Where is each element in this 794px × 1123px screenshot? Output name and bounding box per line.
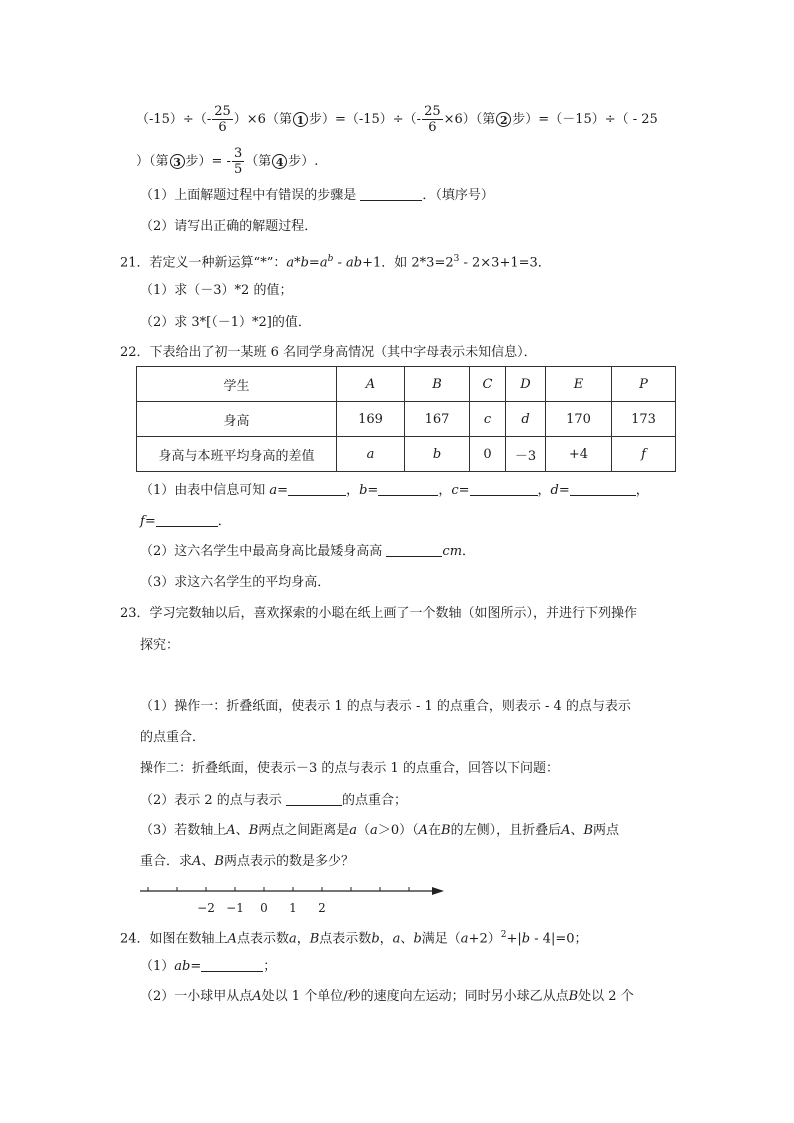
problem-23-q1: （1）操作一：折叠纸面，使表示 1 的点与表示 - 1 的点重合，则表示 - 4 的点与表示 [140,699,631,714]
problem-24-q1: （1）ab= ； [140,959,277,974]
problem-23-stem: 23．学习完数轴以后，喜欢探索的小聪在纸上画了一个数轴（如图所示），并进行下列操作 [120,606,638,621]
step-circle: 3 [170,154,185,169]
problem-23-op2: 操作二：折叠纸面，使表示－3 的点与表示 1 的点重合，回答以下问题： [140,761,559,776]
calc-text: 步）=（－15）÷（ - 25 [512,112,658,127]
problem-22-stem: 22．下表给出了初一某班 6 名同学身高情况（其中字母表示未知信息）． [120,345,537,360]
row-header: 身高 [137,402,337,437]
problem-21-q2: （2）求 3*[（－1）*2]的值． [140,315,311,330]
answer-blank[interactable] [386,542,442,557]
problem-24-q2: （2）一小球甲从点A处以 1 个单位/秒的速度向左运动；同时另小球乙从点B处以 2 个 [140,989,634,1004]
step-circle: 4 [272,154,287,169]
step-circle: 1 [293,112,308,127]
row-header: 学生 [137,367,337,402]
calc-text: 步）=（-15）÷（- [308,112,422,127]
table-cell: C [470,367,506,402]
axis-arrow-icon [432,887,444,895]
problem-24-stem: 24．如图在数轴上A点表示数a，B点表示数b，a、b满足$(a+2)^2+|b - 4|=0$； [120,930,588,947]
problem-22-q3: （3）求这六名学生的平均身高． [140,575,331,590]
answer-blank[interactable] [470,481,538,496]
problem-23-stem-cont: 探究： [140,638,180,653]
answer-blank[interactable] [156,512,218,527]
table-cell: 170 [546,402,612,437]
number-line [136,878,448,918]
answer-blank[interactable] [288,481,346,496]
problem-22-q1: （1）由表中信息可知 a= ，b= ，c= ，d= ， [140,483,649,498]
answer-blank[interactable] [360,186,422,201]
problem-23-q3: （3）若数轴上A、B两点之间距离是a（a＞0）（A在B的左侧），且折叠后A、B两点 [140,823,620,838]
table-cell: c [470,402,506,437]
table-row [137,402,676,437]
answer-blank[interactable] [201,957,263,972]
table-cell: f [612,437,676,472]
axis-label: 0 [260,901,268,915]
calc-text: ×6）（第 [443,112,496,127]
step-circle: 2 [496,112,511,127]
answer-blank[interactable] [570,481,636,496]
axis-label: 2 [318,901,326,915]
table-cell: 169 [337,402,405,437]
problem-23-q1-cont: 的点重合． [140,730,206,745]
fraction: $\frac{25}{6}$ [214,104,231,135]
calc-text: ）（第 [136,154,169,169]
problem-22-q1-cont: f= ． [140,514,231,529]
table-cell: b [405,437,470,472]
calc-q1: （1）上面解题过程中有错误的步骤是 ．（填序号） [140,188,494,203]
table-cell: E [546,367,612,402]
answer-blank[interactable] [286,791,342,806]
fraction: $\frac{3}{5}$ [233,146,243,177]
fraction: $\frac{25}{6}$ [424,104,441,135]
table-cell: d [506,402,546,437]
table-cell: P [612,367,676,402]
table-cell: +4 [546,437,612,472]
calc-q2: （2）请写出正确的解题过程． [140,219,318,234]
table-cell: 0 [470,437,506,472]
axis-label: −1 [226,901,244,915]
calc-text: 步）= - [185,154,231,169]
axis-label: −2 [197,901,215,915]
table-cell: －3 [506,437,546,472]
calc-text: （-15）÷（- [136,112,212,127]
table-cell: A [337,367,405,402]
table-row [137,367,676,402]
problem-23-q2: （2）表示 2 的点与表示 的点重合； [140,793,407,808]
table-cell: B [405,367,470,402]
problem-21-stem: 21．若定义一种新运算“*”：$a*b=a^b - ab+1$．如 $2*3=2^3 - 2\times 3+1=3$． [120,254,551,271]
calc-text: 步）. [288,154,319,169]
table-cell: 167 [405,402,470,437]
table-row [137,437,676,472]
calc-line-1 [136,104,658,135]
problem-22-q2: （2）这六名学生中最高身高比最矮身高高 cm． [140,544,476,559]
answer-blank[interactable] [378,481,438,496]
problem-23-q3-cont: 重合．求A、B两点表示的数是多少？ [140,854,354,869]
row-header: 身高与本班平均身高的差值 [137,437,337,472]
axis-label: 1 [289,901,297,915]
table-cell: a [337,437,405,472]
calc-text: ）×6（第 [233,112,292,127]
table-cell: D [506,367,546,402]
calc-text: （第 [245,154,272,169]
problem-21-q1: （1）求（－3）*2 的值； [140,283,293,298]
table-cell: 173 [612,402,676,437]
calc-line-2 [136,146,318,177]
height-table [136,366,676,472]
